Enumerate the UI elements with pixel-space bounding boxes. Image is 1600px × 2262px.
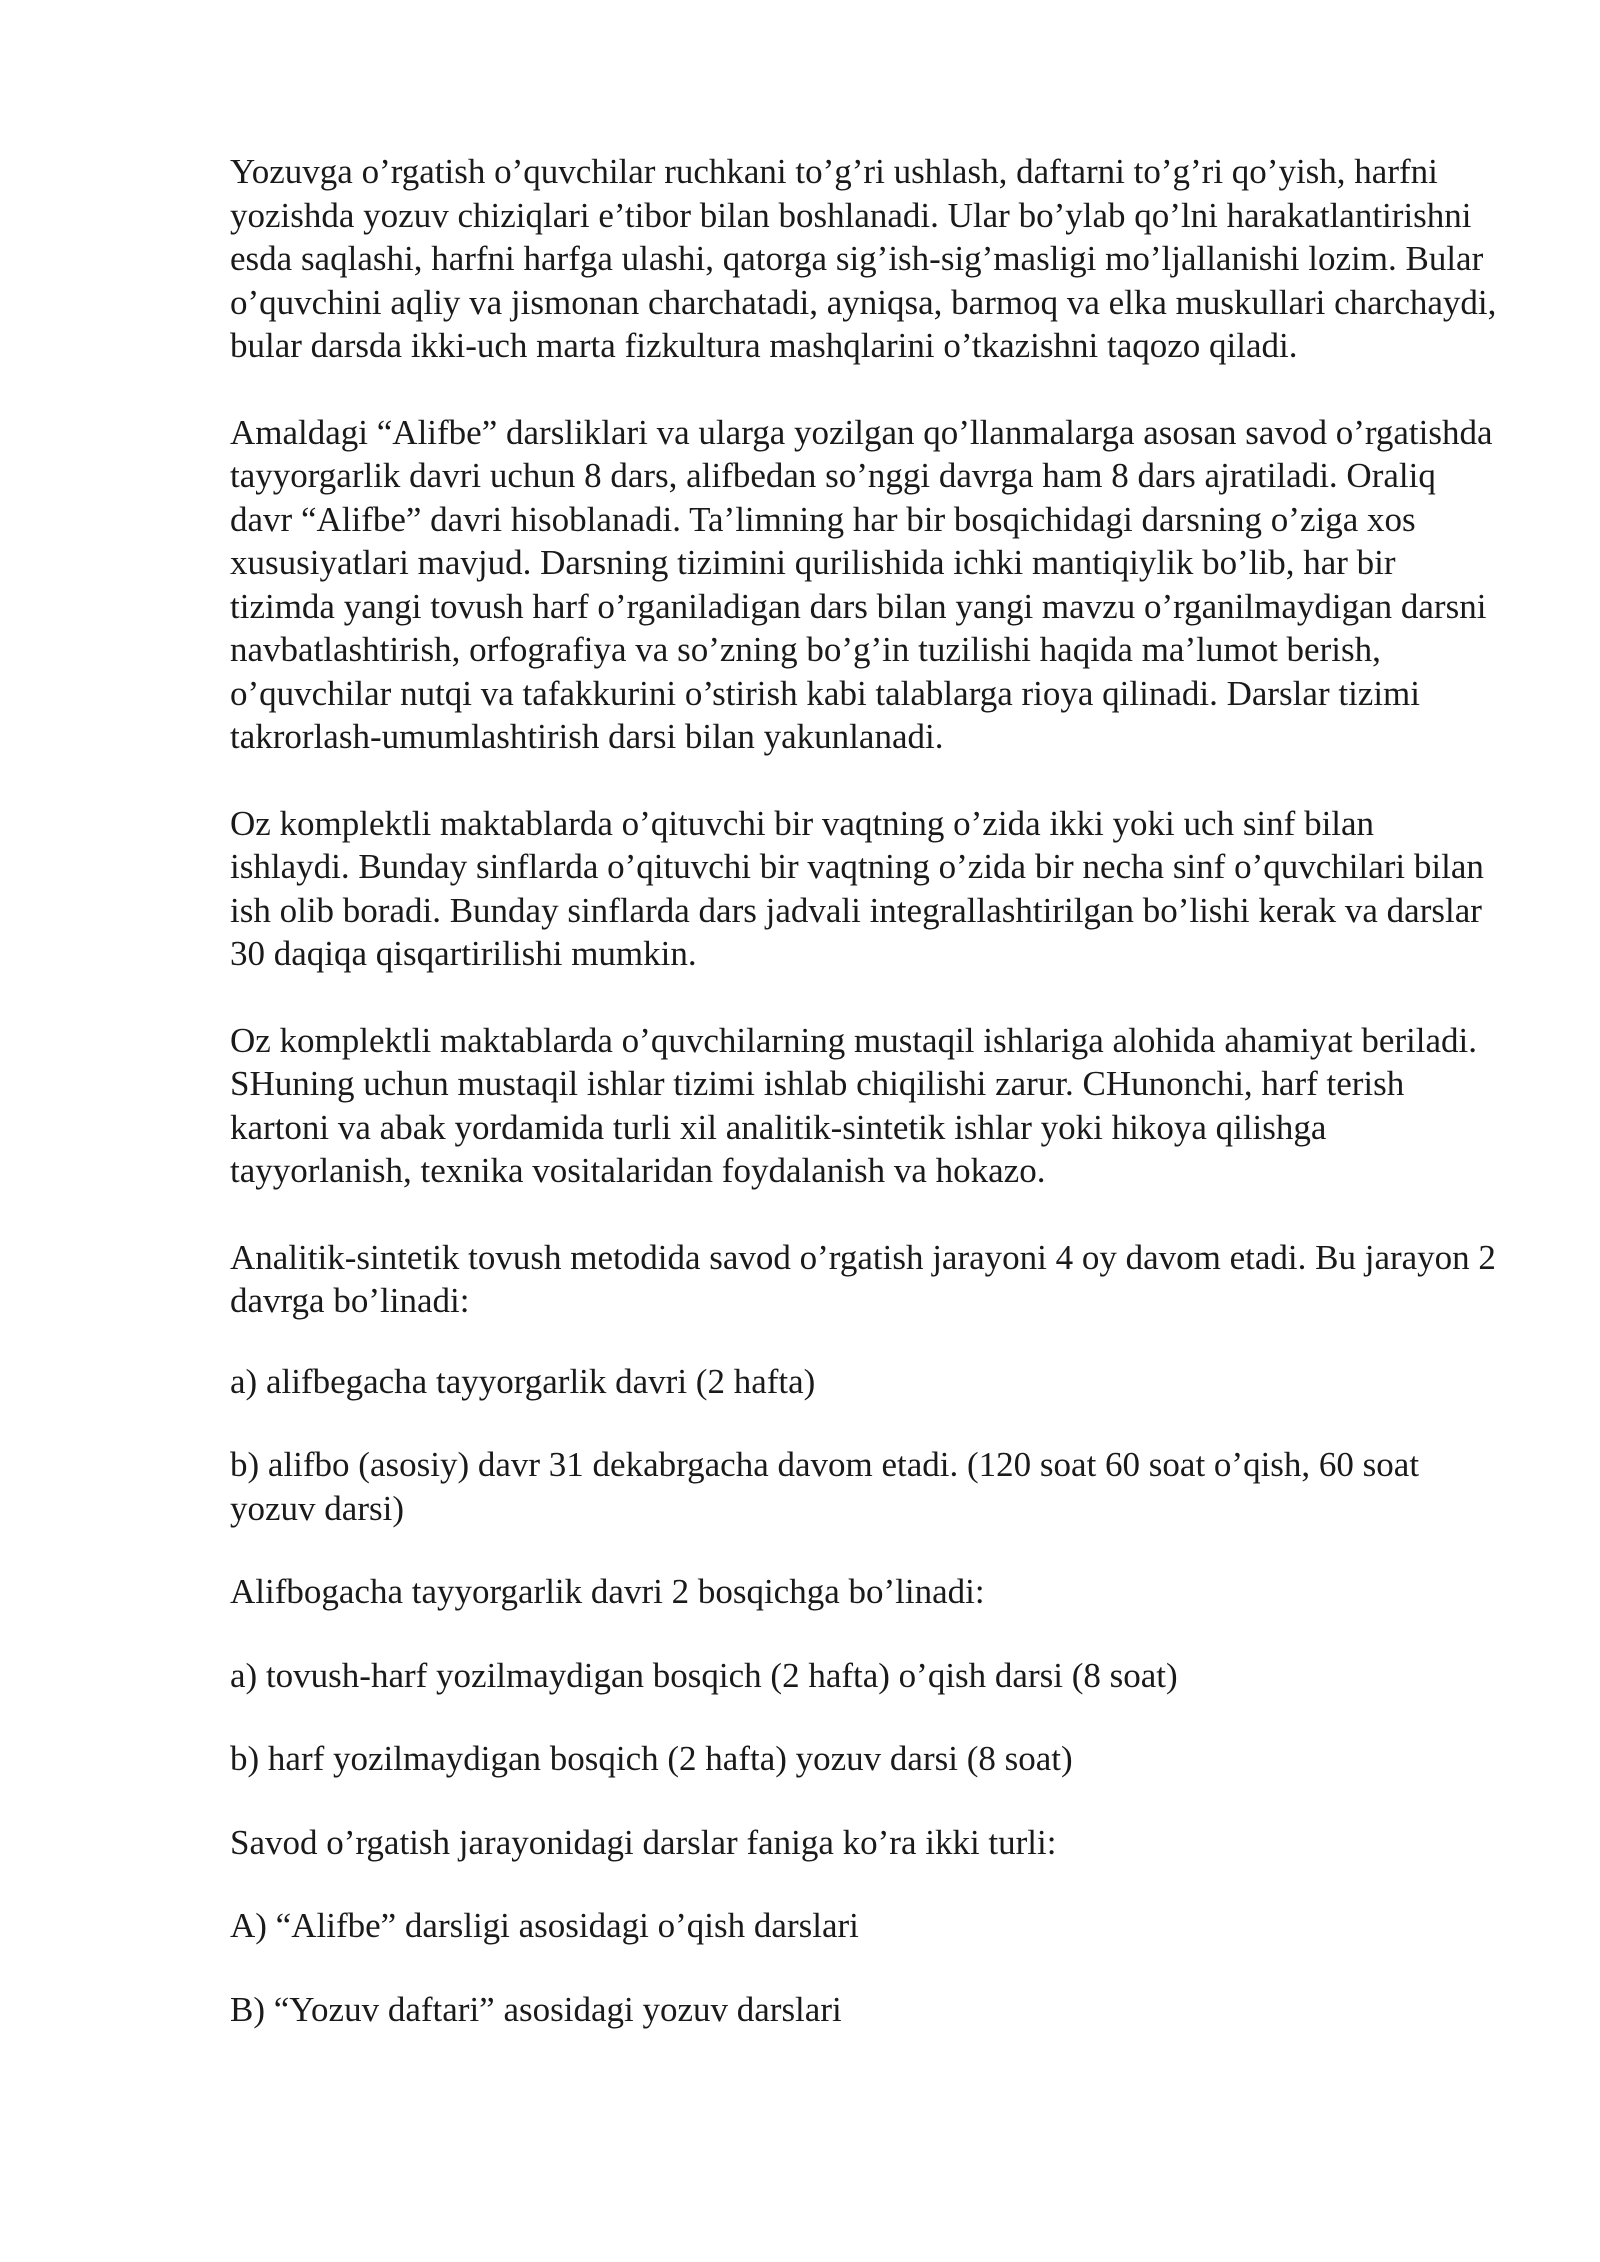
list-item-reading-lessons: A) “Alifbe” darsligi asosidagi o’qish darslari [230, 1906, 859, 1945]
list-item-sound-letter-stage: a) tovush-harf yozilmaydigan bosqich (2 hafta) o’qish darsi (8 soat) [230, 1655, 1178, 1695]
paragraph-lesson-types: Savod o’rgatish jarayonidagi darslar faniga ko’ra ikki turli: [230, 1822, 1057, 1862]
list-item-writing-lessons: B) “Yozuv daftari” asosidagi yozuv darslari [230, 1989, 842, 2029]
list-item-letter-stage: b) harf yozilmaydigan bosqich (2 hafta) yozuv darsi (8 soat) [230, 1739, 1073, 1778]
paragraph-method-duration: Analitik-sintetik tovush metodida savod o’rgatish jarayoni 4 oy davom etadi. Bu jarayon 2 davrga bo’linadi: [230, 1237, 1496, 1320]
list-item-main-period: b) alifbo (asosiy) davr 31 dekabrgacha davom etadi. (120 soat 60 soat o’qish, 60 soat yozuv darsi) [230, 1445, 1420, 1528]
document-page [230, 150, 1500, 2031]
paragraph-preparation-stages: Alifbogacha tayyorgarlik davri 2 bosqichga bo’linadi: [230, 1572, 985, 1611]
paragraph-small-schools: Oz komplektli maktablarda o’qituvchi bir vaqtning o’zida ikki yoki uch sinf bilan ishlaydi. Bunday sinflarda o’qituvchi bir vaqtning o’zida bir necha sinf o’quvchilari bilan ish olib boradi. Bunday sinflarda dars jadvali integrallashtirilgan bo’lishi kerak va darslar 30 daqiqa qisqartirilishi mumkin. [230, 803, 1484, 973]
paragraph-alifbe-textbooks: Amaldagi “Alifbe” darsliklari va ularga yozilgan qo’llanmalarga asosan savod o’rgatishda tayyorgarlik davri uchun 8 dars, alifbedan so’nggi davrga ham 8 dars ajratiladi. Oraliq davr “Alifbe” davri hisoblanadi. Ta’limning har bir bosqichidagi darsning o’ziga xos xususiyatlari mavjud. Darsning tizimini qurilishida ichki mantiqiylik bo’lib, har bir tizimda yangi tovush harf o’rganiladigan dars bilan yangi mavzu o’rganilmaydigan darsni navbatlashtirish, orfografiya va so’zning bo’g’in tuzilishi haqida ma’lumot berish, o’quvchilar nutqi va tafakkurini o’stirish kabi talablarga rioya qilinadi. Darslar tizimi takrorlash-umumlashtirish darsi bilan yakunlanadi. [230, 412, 1493, 756]
list-item-preparation-period: a) alifbegacha tayyorgarlik davri (2 hafta) [230, 1361, 816, 1401]
paragraph-writing-instruction: Yozuvga o’rgatish o’quvchilar ruchkani to’g’ri ushlash, daftarni to’g’ri qo’yish, harfni yozishda yozuv chiziqlari e’tibor bilan boshlanadi. Ular bo’ylab qo’lni harakatlantirishni esda saqlashi, harfni harfga ulashi, qatorga sig’ish-sig’masligi mo’ljallanishi lozim. Bular o’quvchini aqliy va jismonan charchatadi, ayniqsa, barmoq va elka muskullari charchaydi, bular darsda ikki-uch marta fizkultura mashqlarini o’tkazishni taqozo qiladi. [230, 152, 1497, 365]
paragraph-independent-work: Oz komplektli maktablarda o’quvchilarning mustaqil ishlariga alohida ahamiyat beriladi. SHuning uchun mustaqil ishlar tizimi ishlab chiqilishi zarur. CHunonchi, harf terish kartoni va abak yordamida turli xil analitik-sintetik ishlar yoki hikoya qilishga tayyorlanish, texnika vositalaridan foydalanish va hokazo. [230, 1020, 1477, 1190]
